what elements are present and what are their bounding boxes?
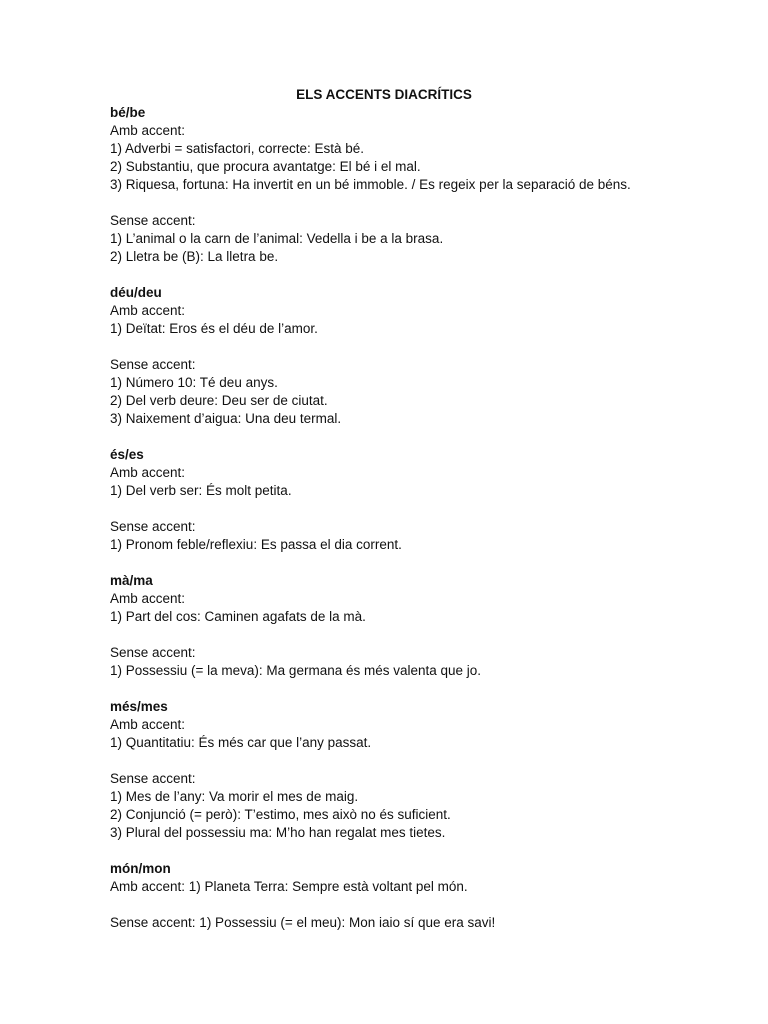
section-be xyxy=(110,104,710,284)
list-item: 1) Número 10: Té deu anys. xyxy=(110,375,278,390)
without-accent-label: Sense accent: xyxy=(110,771,196,786)
spacer xyxy=(110,626,710,644)
list-item: 1) L’animal o la carn de l’animal: Vedella i be a la brasa. xyxy=(110,231,444,246)
section-heading: déu/deu xyxy=(110,285,162,300)
spacer xyxy=(110,680,710,698)
list-item: 1) Possessiu (= la meva): Ma germana és més valenta que jo. xyxy=(110,663,482,678)
section-heading: món/mon xyxy=(110,861,171,876)
document-page xyxy=(110,86,710,932)
list-item: 2) Conjunció (= però): T’estimo, mes això no és suficient. xyxy=(110,807,451,822)
list-item: 3) Riquesa, fortuna: Ha invertit en un bé immoble. / Es regeix per la separació de béns. xyxy=(110,177,631,192)
section-heading: bé/be xyxy=(110,105,146,120)
document-title: ELS ACCENTS DIACRÍTICS xyxy=(296,87,472,102)
with-accent-label: Amb accent: xyxy=(110,591,186,606)
list-item: 2) Substantiu, que procura avantatge: El bé i el mal. xyxy=(110,159,421,174)
list-item: 1) Mes de l’any: Va morir el mes de maig. xyxy=(110,789,359,804)
without-accent-label: Sense accent: xyxy=(110,213,196,228)
with-accent-line: Amb accent: 1) Planeta Terra: Sempre està voltant pel món. xyxy=(110,879,468,894)
list-item: 1) Del verb ser: És molt petita. xyxy=(110,483,292,498)
section-ma xyxy=(110,572,710,698)
without-accent-label: Sense accent: xyxy=(110,357,196,372)
section-heading: mà/ma xyxy=(110,573,153,588)
spacer xyxy=(110,266,710,284)
section-mes xyxy=(110,698,710,860)
section-heading: és/es xyxy=(110,447,144,462)
with-accent-label: Amb accent: xyxy=(110,123,186,138)
spacer xyxy=(110,428,710,446)
spacer xyxy=(110,896,710,914)
list-item: 2) Lletra be (B): La lletra be. xyxy=(110,249,279,264)
list-item: 1) Part del cos: Caminen agafats de la mà. xyxy=(110,609,366,624)
with-accent-label: Amb accent: xyxy=(110,465,186,480)
spacer xyxy=(110,554,710,572)
list-item: 3) Plural del possessiu ma: M’ho han regalat mes tietes. xyxy=(110,825,446,840)
list-item: 3) Naixement d’aigua: Una deu termal. xyxy=(110,411,342,426)
without-accent-label: Sense accent: xyxy=(110,519,196,534)
spacer xyxy=(110,842,710,860)
spacer xyxy=(110,752,710,770)
section-es xyxy=(110,446,710,572)
without-accent-label: Sense accent: xyxy=(110,645,196,660)
spacer xyxy=(110,194,710,212)
with-accent-label: Amb accent: xyxy=(110,717,186,732)
section-deu xyxy=(110,284,710,446)
list-item: 2) Del verb deure: Deu ser de ciutat. xyxy=(110,393,328,408)
list-item: 1) Adverbi = satisfactori, correcte: Està bé. xyxy=(110,141,364,156)
without-accent-line: Sense accent: 1) Possessiu (= el meu): Mon iaio sí que era savi! xyxy=(110,915,496,930)
spacer xyxy=(110,338,710,356)
list-item: 1) Quantitatiu: És més car que l’any passat. xyxy=(110,735,372,750)
with-accent-label: Amb accent: xyxy=(110,303,186,318)
section-mon xyxy=(110,860,710,932)
section-heading: més/mes xyxy=(110,699,168,714)
list-item: 1) Pronom feble/reflexiu: Es passa el dia corrent. xyxy=(110,537,402,552)
list-item: 1) Deïtat: Eros és el déu de l’amor. xyxy=(110,321,318,336)
spacer xyxy=(110,500,710,518)
